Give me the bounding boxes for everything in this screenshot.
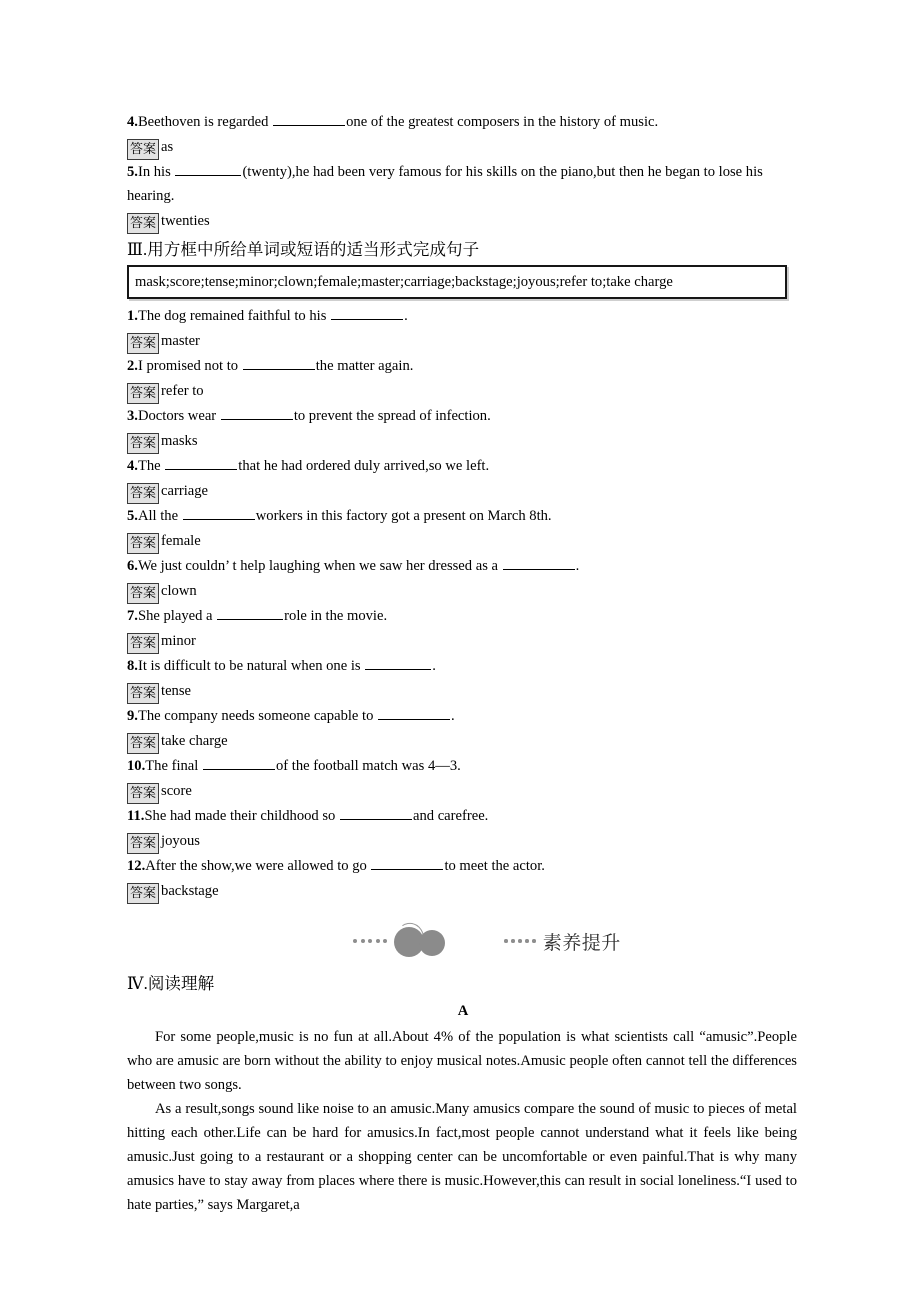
question-text-pre: The company needs someone capable to [137, 708, 378, 724]
answer-text: score [161, 783, 192, 799]
question-number: 3. [127, 408, 138, 424]
question-number: 10. [127, 758, 146, 774]
answer-label: 答案 [127, 483, 159, 504]
answer-text: minor [161, 633, 196, 649]
section-numeral: Ⅲ. [127, 240, 148, 259]
fill-blank[interactable] [175, 162, 241, 176]
answer-text: tense [161, 683, 192, 699]
question-text-pre: We just couldn’ t help laughing when we saw her dressed as a [137, 558, 502, 574]
answer-row [127, 628, 799, 654]
question-number: 5. [127, 508, 138, 524]
answer-row [127, 528, 799, 554]
question-item [127, 404, 799, 428]
question-item [127, 854, 799, 878]
answer-label: 答案 [127, 383, 159, 404]
question-text-pre: The [137, 458, 165, 474]
answer-label: 答案 [127, 213, 159, 234]
question-number: 8. [127, 658, 138, 674]
fill-blank[interactable] [331, 306, 403, 320]
answer-label: 答案 [127, 833, 159, 854]
section-heading-three [127, 238, 799, 262]
question-text-post: to meet the actor. [444, 858, 545, 874]
answer-row [127, 378, 799, 404]
answer-text: backstage [161, 883, 219, 899]
divider-blob-icon [392, 924, 450, 958]
question-text-pre: After the show,we were allowed to go [145, 858, 371, 874]
question-text-pre: She played a [137, 608, 217, 624]
question-text-post: of the football match was 4—3. [275, 758, 461, 774]
question-text-post: role in the movie. [284, 608, 388, 624]
question-item [127, 554, 799, 578]
question-number: 11. [127, 808, 145, 824]
answer-row [127, 578, 799, 604]
divider-dots-left [353, 939, 387, 943]
section-divider [127, 914, 799, 968]
answer-text: as [161, 139, 174, 155]
answer-row [127, 428, 799, 454]
answer-label: 答案 [127, 783, 159, 804]
passage-paragraph: For some people,music is no fun at all.About 4% of the population is what scientists call “amusic”.People who are amusic are born without the ability to enjoy musical notes.Amusic people often cannot tell the differences between two songs. [127, 1029, 797, 1093]
answer-text: master [161, 333, 200, 349]
answer-label: 答案 [127, 583, 159, 604]
answer-row [127, 828, 799, 854]
answer-label: 答案 [127, 733, 159, 754]
fill-blank[interactable] [165, 456, 237, 470]
answer-row [127, 728, 799, 754]
question-item [127, 304, 799, 328]
question-number: 4. [127, 458, 138, 474]
question-text-pre: In his [137, 164, 175, 180]
answer-label: 答案 [127, 633, 159, 654]
passage-letter: A [457, 1003, 469, 1019]
question-text-pre: I promised not to [137, 358, 242, 374]
fill-blank[interactable] [183, 506, 255, 520]
question-text-post: to prevent the spread of infection. [293, 408, 491, 424]
answer-label: 答案 [127, 883, 159, 904]
question-item [127, 604, 799, 628]
answer-row [127, 878, 799, 904]
question-item [127, 160, 799, 208]
answer-label: 答案 [127, 533, 159, 554]
answer-row [127, 328, 799, 354]
answer-label: 答案 [127, 139, 159, 160]
answer-text: refer to [161, 383, 204, 399]
question-item [127, 654, 799, 678]
answer-text: take charge [161, 733, 228, 749]
section-two-tail [127, 110, 799, 234]
fill-blank[interactable] [378, 706, 450, 720]
question-number: 7. [127, 608, 138, 624]
answer-text: twenties [161, 213, 210, 229]
question-item [127, 454, 799, 478]
question-text-post: . [432, 658, 436, 674]
question-text-post: and carefree. [412, 808, 489, 824]
word-bank-text: mask;score;tense;minor;clown;female;master;carriage;backstage;joyous;refer to;take charge [135, 274, 673, 290]
answer-label: 答案 [127, 433, 159, 454]
divider-label: 素养提升 [542, 931, 621, 954]
answer-text: clown [161, 583, 197, 599]
question-text-post: . [404, 308, 408, 324]
section-numeral: Ⅳ. [127, 974, 148, 993]
question-item [127, 110, 799, 134]
fill-blank[interactable] [340, 806, 412, 820]
answer-text: carriage [161, 483, 208, 499]
question-item [127, 504, 799, 528]
answer-row [127, 778, 799, 804]
question-text-post: workers in this factory got a present on March 8th. [255, 508, 552, 524]
section-heading-four [127, 972, 799, 996]
fill-blank[interactable] [365, 656, 431, 670]
question-text-pre: The final [145, 758, 202, 774]
answer-label: 答案 [127, 333, 159, 354]
question-number: 6. [127, 558, 138, 574]
question-item [127, 704, 799, 728]
section-three-items [127, 304, 799, 904]
question-text-post: one of the greatest composers in the history of music. [346, 114, 659, 130]
question-item [127, 804, 799, 828]
question-number: 5. [127, 164, 138, 180]
question-text-pre: The dog remained faithful to his [137, 308, 331, 324]
answer-row [127, 134, 799, 160]
question-text-pre: It is difficult to be natural when one is [137, 658, 365, 674]
question-number: 12. [127, 858, 146, 874]
question-number: 9. [127, 708, 138, 724]
word-bank-box [127, 265, 787, 299]
answer-row [127, 478, 799, 504]
fill-blank[interactable] [203, 756, 275, 770]
question-text-post: . [575, 558, 580, 574]
answer-text: joyous [161, 833, 200, 849]
answer-label: 答案 [127, 683, 159, 704]
question-text-pre: Beethoven is regarded [137, 114, 273, 130]
question-text-post: the matter again. [315, 358, 414, 374]
question-text-post: (twenty),he had been very famous for his skills on the piano,but then he began to lose his hearing. [127, 164, 763, 204]
answer-row [127, 208, 799, 234]
question-number: 2. [127, 358, 138, 374]
section-heading-text: 阅读理解 [147, 974, 215, 993]
question-text-post: . [451, 708, 455, 724]
answer-text: female [161, 533, 201, 549]
fill-blank[interactable] [217, 606, 283, 620]
question-number: 4. [127, 114, 138, 130]
worksheet-page [127, 110, 799, 1217]
answer-text: masks [161, 433, 198, 449]
fill-blank[interactable] [243, 356, 315, 370]
fill-blank[interactable] [503, 556, 575, 570]
question-item [127, 354, 799, 378]
question-number: 1. [127, 308, 138, 324]
question-text-post: that he had ordered duly arrived,so we left. [238, 458, 490, 474]
divider-dots-right [504, 939, 536, 943]
answer-row [127, 678, 799, 704]
question-text-pre: All the [137, 508, 182, 524]
fill-blank[interactable] [371, 856, 443, 870]
fill-blank[interactable] [221, 406, 293, 420]
fill-blank[interactable] [273, 112, 345, 126]
section-heading-text: 用方框中所给单词或短语的适当形式完成句子 [147, 240, 480, 259]
question-text-pre: She had made their childhood so [144, 808, 339, 824]
question-text-pre: Doctors wear [137, 408, 220, 424]
question-item [127, 754, 799, 778]
passage-paragraph: As a result,songs sound like noise to an amusic.Many amusics compare the sound of music to pieces of metal hitting each other.Life can be hard for amusics.In fact,most people cannot understand what it feels like being amusic.Just going to a restaurant or a shopping center can be uncomfortable or even painful.That is why many amusics have to stay away from places where there is music.However,this can result in social loneliness.“I used to hate parties,” says Margaret,a [127, 1101, 797, 1213]
